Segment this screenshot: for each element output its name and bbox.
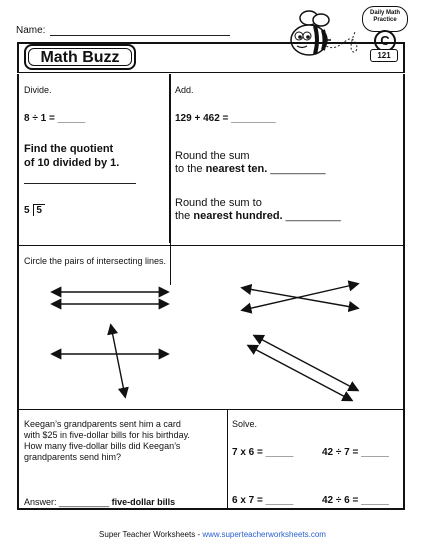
- q2-round1-line1: Round the sum: [175, 150, 250, 162]
- q1-question-line1: Find the quotient: [24, 143, 114, 155]
- lines-figure: [17, 244, 405, 409]
- footer: [0, 530, 425, 539]
- q4-line4: grandparents send him?: [24, 452, 122, 462]
- q2-round1-to: to the: [175, 163, 206, 175]
- q2-round1-blank[interactable]: _________: [267, 163, 326, 175]
- q4-answer-blank[interactable]: __________: [59, 497, 110, 507]
- footer-text: Super Teacher Worksheets -: [99, 530, 203, 539]
- q2-round2-the: the: [175, 210, 194, 222]
- q2-round2-line1: Round the sum to: [175, 197, 262, 209]
- q2-round2-blank[interactable]: _________: [282, 210, 341, 222]
- q1-dividend: 5: [33, 204, 45, 216]
- line-pair-d[interactable]: [249, 336, 357, 400]
- q5-problem-4[interactable]: 42 ÷ 6 = _____: [322, 495, 389, 506]
- badge-bottom-text: Practice: [373, 17, 397, 23]
- level-circle: C: [374, 30, 396, 52]
- footer-link[interactable]: www.superteacherworksheets.com: [202, 530, 326, 539]
- q4-answer-label: Answer:: [24, 497, 60, 507]
- q2-round1-bold: nearest ten.: [205, 163, 268, 175]
- q1-divisor: 5: [24, 205, 30, 216]
- q5-instruction: Solve.: [232, 419, 258, 429]
- divider-bottom: [227, 409, 228, 508]
- line-pair-a[interactable]: [53, 292, 167, 304]
- q1-long-division: [24, 204, 45, 216]
- q4-line1: Keegan’s grandparents sent him a card: [24, 419, 181, 429]
- q5-problem-3[interactable]: 6 x 7 = _____: [232, 495, 294, 506]
- title-box: [24, 44, 136, 70]
- q4-line3: How many five-dollar bills did Keegan’s: [24, 441, 181, 451]
- q1-instruction: Divide.: [24, 85, 52, 95]
- line-pair-c[interactable]: [53, 326, 167, 396]
- q2-problem: 129 + 462 = ________: [175, 113, 276, 124]
- badge-top-text: Daily Math: [369, 10, 400, 16]
- divider-lower: [19, 409, 403, 410]
- q4-line2: with $25 in five-dollar bills for his birthday.: [24, 430, 190, 440]
- q5-problem-1[interactable]: 7 x 6 = _____: [232, 447, 294, 458]
- q1-answer-line[interactable]: [24, 183, 136, 184]
- section-divider-top: [169, 72, 171, 243]
- header-rule: [17, 72, 405, 73]
- q2-instruction: Add.: [175, 85, 194, 95]
- q4-answer-unit: five-dollar bills: [109, 497, 176, 507]
- daily-math-badge: [362, 6, 408, 32]
- q1-problem: 8 ÷ 1 = _____: [24, 113, 86, 124]
- q3-instruction: Circle the pairs of intersecting lines.: [24, 256, 167, 266]
- page-title: Math Buzz: [40, 49, 120, 66]
- line-pair-b[interactable]: [243, 284, 357, 310]
- name-field[interactable]: [50, 35, 230, 36]
- q2-round2-bold: nearest hundred.: [193, 210, 283, 222]
- q5-problem-2[interactable]: 42 ÷ 7 = _____: [322, 447, 389, 458]
- worksheet-number: 121: [370, 49, 398, 62]
- name-label: Name:: [16, 25, 46, 36]
- q1-question-line2: of 10 divided by 1.: [24, 157, 120, 169]
